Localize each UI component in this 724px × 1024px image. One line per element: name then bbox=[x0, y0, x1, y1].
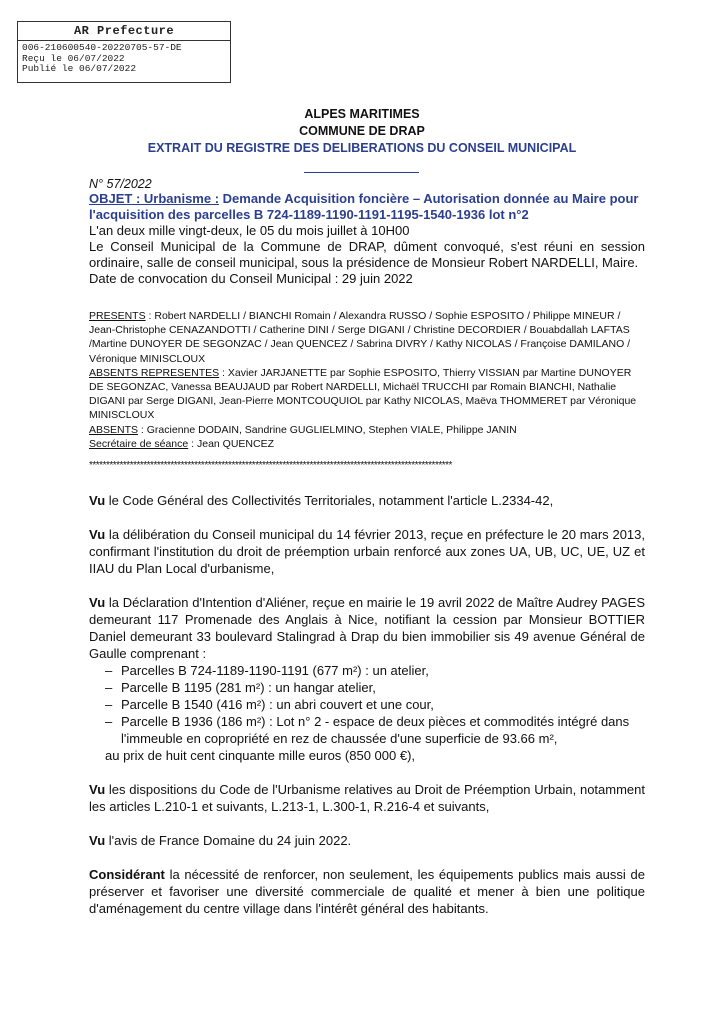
vu-text: la Déclaration d'Intention d'Aliéner, reçue en mairie le 19 avril 2022 de Maître Audrey PAGES demeurant 117 Promenade des Anglais à Nice, notifiant la cession par Monsieur BOTTIER Daniel demeurant 33 boulevard Stalingrad à Drap du bien immobilier sis 49 avenue Général de Gaulle comprenant : bbox=[89, 595, 645, 661]
stamp-published-date: Publié le 06/07/2022 bbox=[22, 63, 137, 74]
prefecture-stamp bbox=[17, 21, 231, 83]
vu-lead: Vu bbox=[89, 833, 106, 848]
presents-label: PRESENTS bbox=[89, 310, 146, 322]
vu-text: la délibération du Conseil municipal du 14 février 2013, reçue en préfecture le 20 mars 2013, confirmant l'institution du droit de préemption urbain renforcé aux zones UA, UB, UC, UE, UZ et IIAU du Plan Local d'urbanisme, bbox=[89, 527, 645, 576]
stamp-reference: 006-210600540-20220705-57-DE bbox=[22, 42, 182, 53]
commune-heading: COMMUNE DE DRAP bbox=[299, 124, 425, 138]
vu-paragraph-4 bbox=[89, 781, 645, 815]
department-heading: ALPES MARITIMES bbox=[304, 107, 420, 121]
stamp-received-date: Reçu le 06/07/2022 bbox=[22, 52, 125, 64]
date-line: L'an deux mille vingt-deux, le 05 du mois juillet à 10H00 bbox=[89, 223, 410, 238]
vu-paragraph-1 bbox=[89, 492, 645, 509]
represented-list: : Xavier JARJANETTE par Sophie ESPOSITO, Thierry VISSIAN par Martine DUNOYER DE SEGONZAC, Vanessa BEAUJAUD par Robert NARDELLI, Michaël TRUCCHI par Romain BIANCHI, Nathalie DIGANI par Serge DIGANI, Jean-Pierre MONTCOUQUIOL par Kathy NICOLAS, Maëva THOMMERET par Véronique MINISCLOUX bbox=[89, 366, 637, 422]
parcel-item: – Parcelle B 1195 (281 m²) : un hangar atelier, bbox=[105, 679, 645, 696]
secretary-label: Secrétaire de séance bbox=[89, 437, 189, 450]
heading-divider bbox=[304, 172, 419, 173]
deliberation-number: N° 57/2022 bbox=[89, 177, 152, 191]
objet-text: Demande Acquisition foncière – Autorisation donnée au Maire pour l'acquisition des parcelles B 724-1189-1190-1191-1195-1540-1936 lot n°2 bbox=[89, 191, 639, 222]
vu-lead: Vu bbox=[89, 493, 106, 508]
objet-block bbox=[89, 191, 645, 223]
presents-line bbox=[89, 309, 645, 366]
convocation-date: Date de convocation du Conseil Municipal : 29 juin 2022 bbox=[89, 271, 413, 286]
parcel-item: – Parcelles B 724-1189-1190-1191 (677 m²) : un atelier, bbox=[105, 662, 645, 679]
vu-text: le Code Général des Collectivités Territoriales, notamment l'article L.2334-42, bbox=[105, 493, 554, 508]
vu-paragraph-2 bbox=[89, 526, 645, 577]
absents-label: ABSENTS bbox=[89, 423, 139, 436]
parcel-item: – Parcelle B 1936 (186 m²) : Lot n° 2 - espace de deux pièces et commodités intégré dans l'immeuble en copropriété en rez de chaussée d'une superficie de 93.66 m², bbox=[105, 713, 645, 747]
represented-label: ABSENTS REPRESENTES bbox=[89, 366, 220, 379]
vu-lead: Vu bbox=[89, 595, 106, 610]
presents-list: : Robert NARDELLI / BIANCHI Romain / Alexandra RUSSO / Sophie ESPOSITO / Philippe MINEUR / Jean-Christophe CENAZANDOTTI / Catherine DINI / Serge DIGANI / Christine DECORDIER / Bouabdallah LAFTAS /Martine DUNOYER DE SEGONZAC / Jean QUENCEZ / Sabrina DIVRY / Kathy NICOLAS / Françoise DAMILANO / Véronique MINISCLOUX bbox=[89, 310, 631, 365]
session-intro bbox=[89, 223, 645, 287]
deliberation-body bbox=[89, 492, 645, 934]
vu-lead: Vu bbox=[89, 782, 106, 797]
price-line: au prix de huit cent cinquante mille euros (850 000 €), bbox=[105, 748, 416, 763]
session-text: Le Conseil Municipal de la Commune de DRAP, dûment convoqué, s'est réuni en session ordinaire, salle de conseil municipal, sous la présidence de Monsieur Robert NARDELLI, Maire. bbox=[89, 239, 645, 270]
represented-line bbox=[89, 366, 645, 423]
attendance-block bbox=[89, 309, 645, 451]
secretary-line bbox=[89, 437, 645, 451]
considerant-text: la nécessité de renforcer, non seulement, les équipements publics mais aussi de préserver et favoriser une diversité commerciale de qualité et mener à bien une politique d'aménagement du centre village dans l'intérêt général des habitants. bbox=[89, 867, 645, 916]
parcel-item: – Parcelle B 1540 (416 m²) : un abri couvert et une cour, bbox=[105, 696, 645, 713]
considerant-lead: Considérant bbox=[89, 867, 165, 882]
vu-lead: Vu bbox=[89, 527, 106, 542]
stamp-title: AR Prefecture bbox=[18, 22, 230, 41]
vu-text: l'avis de France Domaine du 24 juin 2022. bbox=[105, 833, 352, 848]
vu-paragraph-3 bbox=[89, 594, 645, 662]
considerant-paragraph bbox=[89, 866, 645, 917]
absents-line bbox=[89, 423, 645, 437]
vu-paragraph-5 bbox=[89, 832, 645, 849]
secretary-name: : Jean QUENCEZ bbox=[188, 437, 275, 450]
vu-text: les dispositions du Code de l'Urbanisme relatives au Droit de Préemption Urbain, notamment les articles L.210-1 et suivants, L.213-1, L.300-1, R.216-4 et suivants, bbox=[89, 782, 645, 814]
objet-label: OBJET : Urbanisme : bbox=[89, 191, 220, 206]
parcel-list bbox=[89, 662, 645, 747]
separator-line: *********************************************************************************************************** bbox=[89, 460, 452, 471]
absents-list: : Gracienne DODAIN, Sandrine GUGLIELMINO, Stephen VIALE, Philippe JANIN bbox=[138, 423, 517, 436]
extrait-heading: EXTRAIT DU REGISTRE DES DELIBERATIONS DU CONSEIL MUNICIPAL bbox=[147, 141, 577, 155]
stamp-lines bbox=[18, 41, 230, 75]
